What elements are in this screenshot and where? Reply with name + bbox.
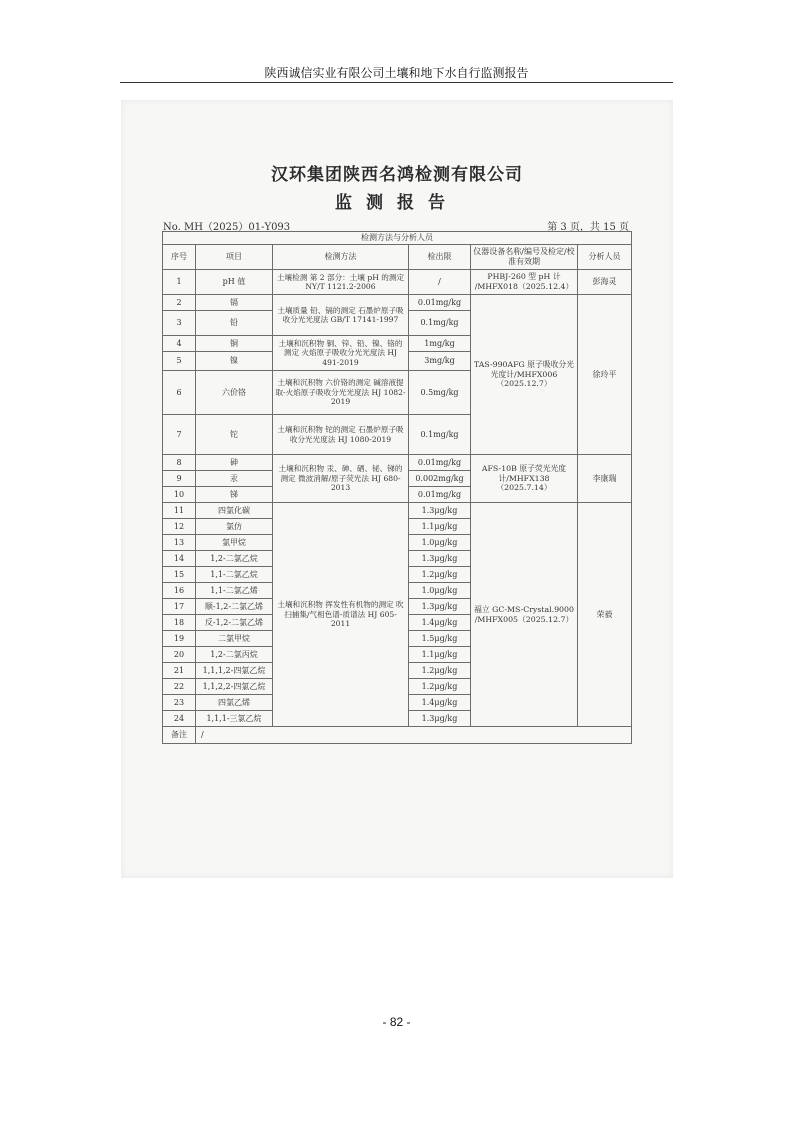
cell-seq: 20 — [163, 647, 196, 663]
cell-seq: 6 — [163, 371, 196, 415]
table-row — [163, 503, 632, 519]
cell-seq: 10 — [163, 487, 196, 503]
cell-analyst: 徐玲平 — [578, 295, 632, 455]
cell-seq: 15 — [163, 567, 196, 583]
cell-limit: 1.1μg/kg — [409, 647, 471, 663]
cell-limit: 1.0μg/kg — [409, 535, 471, 551]
page-count: 第 3 页，共 15 页 — [547, 222, 629, 233]
cell-method: 土壤质量 铅、镉的测定 石墨炉原子吸收分光光度法 GB/T 17141-1997 — [273, 295, 409, 336]
running-header: 陕西诚信实业有限公司土壤和地下水自行监测报告 — [264, 66, 529, 80]
cell-limit: 3mg/kg — [409, 352, 471, 371]
cell-limit: 0.002mg/kg — [409, 471, 471, 487]
cell-item: 汞 — [196, 471, 273, 487]
cell-analyst: 彭海灵 — [578, 270, 632, 295]
cell-seq: 19 — [163, 631, 196, 647]
scanned-report-page — [121, 100, 673, 878]
header-seq: 序号 — [163, 245, 196, 270]
cell-limit: 1.3μg/kg — [409, 599, 471, 615]
cell-method: 土壤检测 第 2 部分：土壤 pH 的测定 NY/T 1121.2-2006 — [273, 270, 409, 295]
cell-item: 二氯甲烷 — [196, 631, 273, 647]
cell-seq: 8 — [163, 455, 196, 471]
cell-limit: 1mg/kg — [409, 336, 471, 352]
cell-item: 1,1,1,2-四氯乙烷 — [196, 663, 273, 679]
cell-item: 砷 — [196, 455, 273, 471]
header-item: 项目 — [196, 245, 273, 270]
cell-method: 土壤和沉积物 六价铬的测定 碱溶液提取-火焰原子吸收分光光度法 HJ 1082-2019 — [273, 371, 409, 415]
page-number: - 82 - — [382, 1015, 411, 1029]
cell-limit: 1.0μg/kg — [409, 583, 471, 599]
cell-item: 1,2-二氯乙烷 — [196, 551, 273, 567]
cell-item: 六价铬 — [196, 371, 273, 415]
cell-limit: 1.2μg/kg — [409, 663, 471, 679]
cell-limit: 1.3μg/kg — [409, 503, 471, 519]
header-analyst: 分析人员 — [578, 245, 632, 270]
cell-seq: 3 — [163, 311, 196, 336]
cell-item: 铊 — [196, 415, 273, 455]
cell-seq: 24 — [163, 711, 196, 727]
cell-seq: 22 — [163, 679, 196, 695]
cell-item: 四氯乙烯 — [196, 695, 273, 711]
cell-limit: 1.4μg/kg — [409, 615, 471, 631]
cell-item: 反-1,2-二氯乙烯 — [196, 615, 273, 631]
cell-item: 1,1-二氯乙烷 — [196, 567, 273, 583]
cell-seq: 13 — [163, 535, 196, 551]
cell-item: 顺-1,2-二氯乙烯 — [196, 599, 273, 615]
header-rule — [120, 82, 673, 83]
cell-seq: 9 — [163, 471, 196, 487]
cell-seq: 14 — [163, 551, 196, 567]
cell-item: 镉 — [196, 295, 273, 311]
header-method: 检测方法 — [273, 245, 409, 270]
cell-limit: 0.5mg/kg — [409, 371, 471, 415]
cell-item: 氯仿 — [196, 519, 273, 535]
header-equipment: 仪器设备名称/编号及检定/校准有效期 — [471, 245, 578, 270]
remark-row — [163, 727, 632, 744]
cell-method: 土壤和沉积物 铊的测定 石墨炉原子吸收分光光度法 HJ 1080-2019 — [273, 415, 409, 455]
cell-limit: 0.01mg/kg — [409, 295, 471, 311]
cell-limit: 0.1mg/kg — [409, 311, 471, 336]
table-row — [163, 455, 632, 471]
cell-seq: 21 — [163, 663, 196, 679]
organization-name: 汉环集团陕西名鸿检测有限公司 — [271, 165, 523, 185]
table-header-row — [163, 245, 632, 270]
table-row — [163, 295, 632, 311]
cell-analyst: 李康瑞 — [578, 455, 632, 503]
cell-seq: 23 — [163, 695, 196, 711]
report-title: 监测报告 — [335, 193, 459, 213]
remark-value: / — [196, 727, 632, 744]
cell-item: 铜 — [196, 336, 273, 352]
cell-limit: 0.01mg/kg — [409, 487, 471, 503]
cell-method: 土壤和沉积物 铜、锌、铅、镍、铬的测定 火焰原子吸收分光光度法 HJ 491-2019 — [273, 336, 409, 371]
cell-limit: 0.1mg/kg — [409, 415, 471, 455]
cell-seq: 18 — [163, 615, 196, 631]
cell-seq: 11 — [163, 503, 196, 519]
methods-table — [162, 231, 632, 744]
cell-equipment: AFS-10B 原子荧光光度计/MHFX138（2025.7.14） — [471, 455, 578, 503]
cell-equipment: TAS-990AFG 原子吸收分光光度计/MHFX006（2025.12.7） — [471, 295, 578, 455]
cell-item: 四氯化碳 — [196, 503, 273, 519]
cell-seq: 5 — [163, 352, 196, 371]
cell-seq: 2 — [163, 295, 196, 311]
cell-limit: 1.2μg/kg — [409, 567, 471, 583]
cell-seq: 4 — [163, 336, 196, 352]
cell-limit: 1.1μg/kg — [409, 519, 471, 535]
header-limit: 检出限 — [409, 245, 471, 270]
cell-item: 1,1,2,2-四氯乙烷 — [196, 679, 273, 695]
cell-item: 铅 — [196, 311, 273, 336]
cell-item: 镍 — [196, 352, 273, 371]
cell-equipment: PHBJ-260 型 pH 计 /MHFX018（2025.12.4） — [471, 270, 578, 295]
report-number: No. MH（2025）01-Y093 — [163, 222, 291, 233]
cell-method: 土壤和沉积物 挥发性有机物的测定 吹扫捕集/气相色谱-质谱法 HJ 605-2011 — [273, 503, 409, 727]
cell-equipment: 福立 GC-MS-Crystal.9000 /MHFX005（2025.12.7） — [471, 503, 578, 727]
cell-limit: 0.01mg/kg — [409, 455, 471, 471]
cell-limit: 1.3μg/kg — [409, 551, 471, 567]
cell-limit: 1.3μg/kg — [409, 711, 471, 727]
table-row — [163, 270, 632, 295]
cell-item: 1,2-二氯丙烷 — [196, 647, 273, 663]
cell-item: 1,1,1-三氯乙烷 — [196, 711, 273, 727]
cell-item: 氯甲烷 — [196, 535, 273, 551]
cell-method: 土壤和沉积物 汞、砷、硒、铋、锑的测定 微波消解/原子荧光法 HJ 680-2013 — [273, 455, 409, 503]
cell-seq: 17 — [163, 599, 196, 615]
cell-limit: 1.4μg/kg — [409, 695, 471, 711]
table-caption: 检测方法与分析人员 — [163, 232, 632, 245]
cell-limit: 1.5μg/kg — [409, 631, 471, 647]
cell-item: 1,1-二氯乙烯 — [196, 583, 273, 599]
remark-label: 备注 — [163, 727, 196, 744]
cell-seq: 16 — [163, 583, 196, 599]
cell-item: 锑 — [196, 487, 273, 503]
cell-limit: 1.2μg/kg — [409, 679, 471, 695]
cell-seq: 7 — [163, 415, 196, 455]
cell-seq: 1 — [163, 270, 196, 295]
cell-seq: 12 — [163, 519, 196, 535]
cell-limit: / — [409, 270, 471, 295]
cell-item: pH 值 — [196, 270, 273, 295]
cell-analyst: 荣毅 — [578, 503, 632, 727]
